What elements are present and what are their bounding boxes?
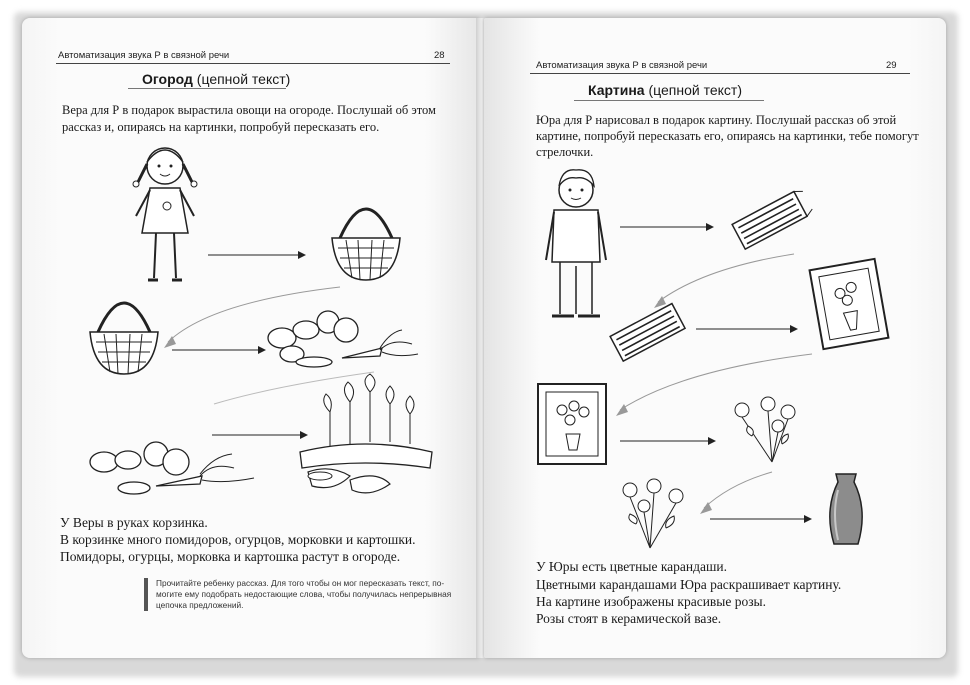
right-intro-line-3: стрелочки.: [536, 145, 594, 159]
right-title: [588, 82, 742, 98]
right-story-line-3: На картине изображены красивые розы.: [536, 594, 767, 609]
left-running-head: Автоматизация звука Р в связной речи: [58, 50, 230, 61]
vase-picture: [824, 470, 868, 550]
arrow: [208, 250, 308, 260]
roses-picture: [728, 396, 804, 466]
left-story-line-3: Помидоры, огурцы, морковка и картошка растут в огороде.: [60, 549, 401, 564]
teacher-note-line-1: Прочитайте ребенку рассказ. Для того чтобы он мог пересказать текст, по-: [156, 578, 445, 588]
teacher-note-line-2: могите ему подобрать недостающие слова, чтобы получилась непрерывная: [156, 589, 452, 599]
teacher-note: [144, 578, 456, 611]
basket-picture: [326, 200, 406, 285]
garden-bed-picture: [290, 372, 440, 504]
arrow-right-3: [620, 436, 718, 446]
left-story-line-1: У Веры в руках корзинка.: [60, 515, 208, 530]
left-title-rest: (цепной текст): [192, 71, 291, 87]
left-title-underline: [128, 88, 286, 89]
left-page-number: 28: [434, 50, 445, 61]
right-intro-line-1: Юра для Р нарисовал в подарок картину. Послушай рассказ об этой: [536, 113, 897, 127]
roses-picture-2: [614, 478, 694, 552]
arrow-right-4: [710, 514, 814, 524]
right-story-line-1: У Юры есть цветные карандаши.: [536, 559, 727, 574]
girl-picture: [120, 138, 210, 293]
right-header-rule: [530, 73, 910, 74]
right-page-number: 29: [886, 60, 897, 71]
curved-arrow-right-3: [690, 468, 780, 518]
pencils-picture: [728, 188, 812, 250]
vegetables-picture-2: [84, 432, 264, 504]
picture-frame: [806, 254, 892, 354]
right-story-line-4: Розы стоят в керамической вазе.: [536, 611, 722, 626]
boy-picture: [536, 166, 616, 324]
left-story-line-2: В корзинке много помидоров, огурцов, морковки и картошки.: [60, 532, 416, 547]
picture-frame-2: [532, 378, 612, 470]
right-title-rest: (цепной текст): [644, 82, 742, 98]
right-title-underline: [574, 100, 764, 101]
vegetables-picture: [262, 300, 422, 378]
arrow-2: [172, 345, 268, 355]
teacher-note-line-3: цепочка предложений.: [156, 600, 244, 610]
left-header-rule: [56, 63, 450, 64]
arrow-right-2: [696, 324, 800, 334]
left-intro-line-2: рассказ и, опираясь на картинки, попробуй пересказать его.: [62, 120, 380, 134]
right-intro-line-2: картине, попробуй пересказать его, опираясь на картинки, тебе помогут: [536, 129, 919, 143]
left-title-bold: Огород: [142, 71, 193, 87]
right-story-line-2: Цветными карандашами Юра раскрашивает картину.: [536, 577, 842, 592]
right-running-head: Автоматизация звука Р в связной речи: [536, 60, 708, 71]
arrow-right-1: [620, 222, 716, 232]
right-title-bold: Картина: [588, 82, 645, 98]
basket-picture-2: [84, 294, 164, 379]
left-intro-line-1: Вера для Р в подарок вырастила овощи на огороде. Послушай об этом: [62, 103, 436, 117]
left-title: [142, 71, 290, 87]
